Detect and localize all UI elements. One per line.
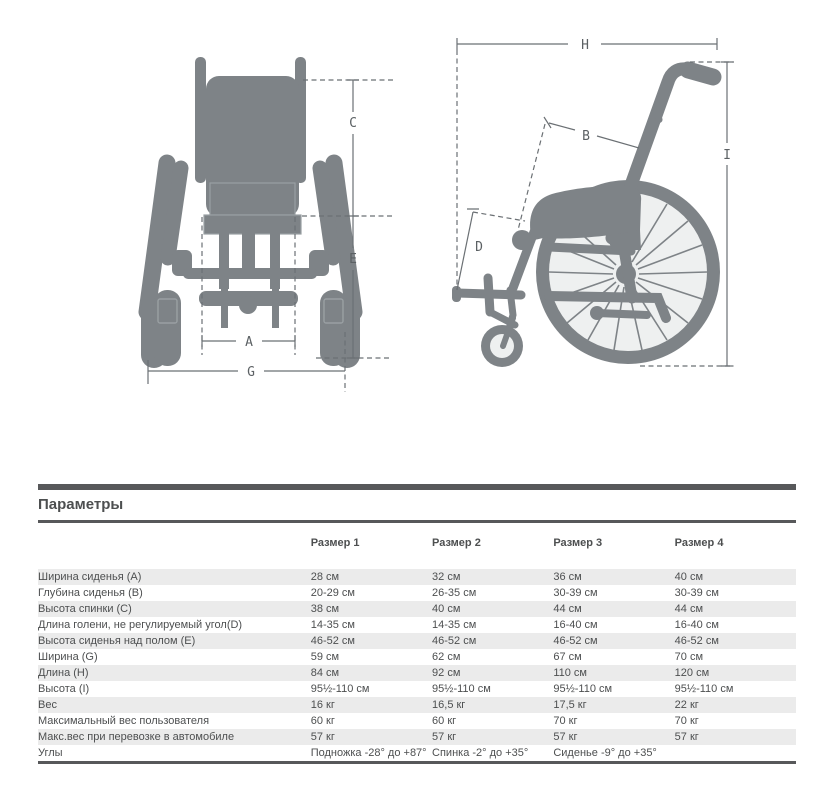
dimension-label-d: D (475, 240, 483, 255)
header-row (38, 523, 796, 569)
row-value: 120 см (674, 667, 710, 679)
push-handle-grip (688, 70, 713, 77)
row-value: 26-35 см (432, 587, 477, 599)
row-value: 70 см (674, 651, 704, 663)
row-value: 20-29 см (310, 587, 355, 599)
header-empty (38, 523, 311, 569)
row-value: 95½-110 см (310, 683, 370, 695)
row-value: Спинка -2° до +35° (432, 747, 529, 759)
dimension-label-g: G (247, 365, 255, 380)
table-row (38, 745, 796, 763)
row-value: 38 см (310, 603, 340, 615)
dimension-label-e: E (349, 252, 357, 267)
row-label: Вес (38, 699, 57, 711)
row-value: 57 кг (674, 731, 699, 743)
row-value: 57 кг (553, 731, 578, 743)
row-value: 57 кг (310, 731, 335, 743)
row-value: 14-35 см (432, 619, 477, 631)
header-size-1: Размер 1 (310, 537, 360, 549)
row-value: 16-40 см (674, 619, 719, 631)
front-right-side-frame (295, 57, 360, 368)
spec-table (38, 523, 796, 764)
row-value: 70 кг (553, 715, 578, 727)
row-value: 40 см (674, 571, 704, 583)
row-value: 16 кг (310, 699, 335, 711)
row-label: Глубина сиденья (B) (38, 587, 143, 599)
row-value: 92 см (432, 667, 461, 679)
row-value: 22 кг (674, 699, 699, 711)
row-value: 46-52 см (432, 635, 477, 647)
table-row (38, 617, 796, 633)
front-footplate-knob (239, 296, 257, 314)
table-row (38, 569, 796, 585)
row-value: 57 кг (432, 731, 457, 743)
row-value: 46-52 см (310, 635, 355, 647)
row-value (675, 745, 796, 763)
table-row (38, 681, 796, 697)
front-axle-bar (183, 268, 317, 279)
table-row (38, 697, 796, 713)
header-size-2: Размер 2 (432, 537, 481, 549)
row-value: 67 см (553, 651, 582, 663)
header-size-3: Размер 3 (553, 537, 603, 549)
frame-joint (590, 306, 604, 320)
dimension-label-a: A (245, 335, 253, 350)
row-value: 28 см (310, 571, 340, 583)
row-value: 70 кг (674, 715, 699, 727)
row-value: 44 см (674, 603, 704, 615)
table-row (38, 713, 796, 729)
table-row (38, 585, 796, 601)
row-value: 110 см (553, 667, 587, 679)
dimension-label-b: B (582, 129, 590, 144)
table-row (38, 649, 796, 665)
row-value: 36 см (553, 571, 582, 583)
row-value: 16-40 см (553, 619, 598, 631)
row-value: Подножка -28° до +87° (310, 747, 427, 759)
row-label: Макс.вес при перевозке в автомобиле (38, 731, 235, 743)
parameters-section (38, 484, 796, 764)
table-row (38, 729, 796, 745)
row-label: Длина голени, не регулируемый угол(D) (38, 619, 243, 631)
row-value: 46-52 см (674, 635, 719, 647)
table-row (38, 665, 796, 681)
row-label: Максимальный вес пользователя (38, 715, 210, 727)
row-value: 30-39 см (553, 587, 598, 599)
row-value: Сиденье -9° до +35° (553, 747, 657, 759)
section-title: Параметры (38, 496, 124, 513)
row-value: 30-39 см (674, 587, 719, 599)
row-value: 95½-110 см (553, 683, 613, 695)
row-value: 95½-110 см (674, 683, 734, 695)
row-label: Длина (H) (38, 667, 89, 679)
dimension-label-c: C (349, 116, 357, 131)
row-value: 32 см (432, 571, 461, 583)
row-value: 16,5 кг (432, 699, 466, 711)
row-label: Высота (I) (38, 683, 90, 695)
table-row (38, 633, 796, 649)
row-value: 40 см (432, 603, 461, 615)
row-value: 60 кг (432, 715, 457, 727)
row-label: Ширина сиденья (A) (38, 571, 142, 583)
row-value: 60 кг (310, 715, 335, 727)
row-value: 17,5 кг (553, 699, 587, 711)
row-label: Высота сиденья над полом (E) (38, 635, 196, 647)
row-value: 59 см (310, 651, 340, 663)
row-value: 14-35 см (310, 619, 355, 631)
table-row (38, 601, 796, 617)
row-value: 95½-110 см (432, 683, 491, 695)
seat-front-joint (512, 230, 532, 250)
dimension-label-i: I (723, 148, 731, 163)
row-value: 62 см (432, 651, 461, 663)
section-top-bar (38, 484, 796, 490)
row-label: Ширина (G) (38, 651, 98, 663)
row-label: Углы (38, 747, 63, 759)
side-view (452, 38, 734, 367)
front-backrest (204, 76, 301, 234)
row-label: Высота спинки (C) (38, 603, 132, 615)
row-value: 84 см (310, 667, 340, 679)
dimension-label-h: H (581, 38, 589, 53)
front-left-side-frame (141, 57, 206, 368)
front-view (141, 57, 395, 392)
header-size-4: Размер 4 (674, 537, 724, 549)
row-value: 46-52 см (553, 635, 598, 647)
row-value: 44 см (553, 603, 582, 615)
